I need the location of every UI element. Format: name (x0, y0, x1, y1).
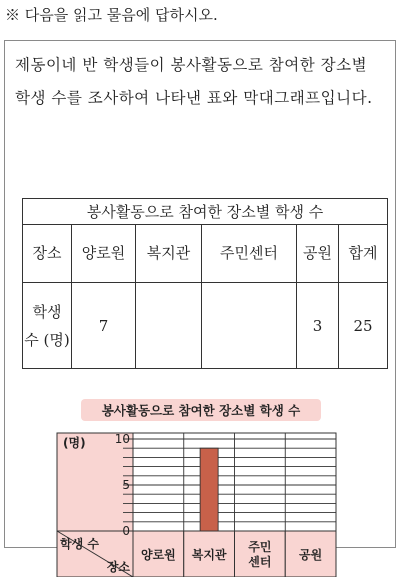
chart-x-tick-label: 주민 (248, 540, 272, 554)
table-cell: 7 (72, 283, 136, 369)
problem-box (4, 40, 396, 574)
chart-y-tick-label: 5 (122, 478, 130, 492)
chart-bar (200, 448, 218, 531)
table-col-header: 공원 (297, 225, 339, 283)
table-cell (202, 283, 297, 369)
chart-title: 봉사활동으로 참여한 장소별 학생 수 (101, 403, 301, 418)
table-cell: 25 (339, 283, 388, 369)
table-row (23, 283, 388, 369)
chart-x-tick-label: 복지관 (191, 548, 227, 562)
chart-y-tick-label: 10 (114, 432, 130, 446)
table-row-label: 학생 수 (명) (23, 283, 72, 369)
data-table (22, 198, 388, 369)
chart-unit-label: (명) (63, 436, 86, 450)
chart-category-cell (235, 531, 286, 577)
instruction-text: ※ 다음을 읽고 물음에 답하시오. (5, 6, 218, 24)
chart-corner-bottom-label: 장소 (106, 560, 130, 574)
chart-x-tick-label: 양로원 (140, 548, 176, 562)
chart-corner-top-label: 학생 수 (60, 537, 99, 551)
bar-chart (53, 399, 353, 577)
table-col-header: 합계 (339, 225, 388, 283)
table-title: 봉사활동으로 참여한 장소별 학생 수 (23, 199, 388, 225)
chart-x-tick-label: 공원 (299, 548, 323, 562)
table-col-header: 복지관 (136, 225, 202, 283)
table-header-row (23, 225, 388, 283)
table-cell (136, 283, 202, 369)
table-cell: 3 (297, 283, 339, 369)
problem-text: 제동이네 반 학생들이 봉사활동으로 참여한 장소별 학생 수를 조사하여 나타낸 표와 막대그래프입니다. (15, 56, 373, 107)
chart-x-tick-label: 센터 (248, 555, 272, 569)
table-col-header: 양로원 (72, 225, 136, 283)
table-row-header-label: 장소 (23, 225, 72, 283)
table-col-header: 주민센터 (202, 225, 297, 283)
chart-y-tick-label: 0 (122, 524, 130, 538)
